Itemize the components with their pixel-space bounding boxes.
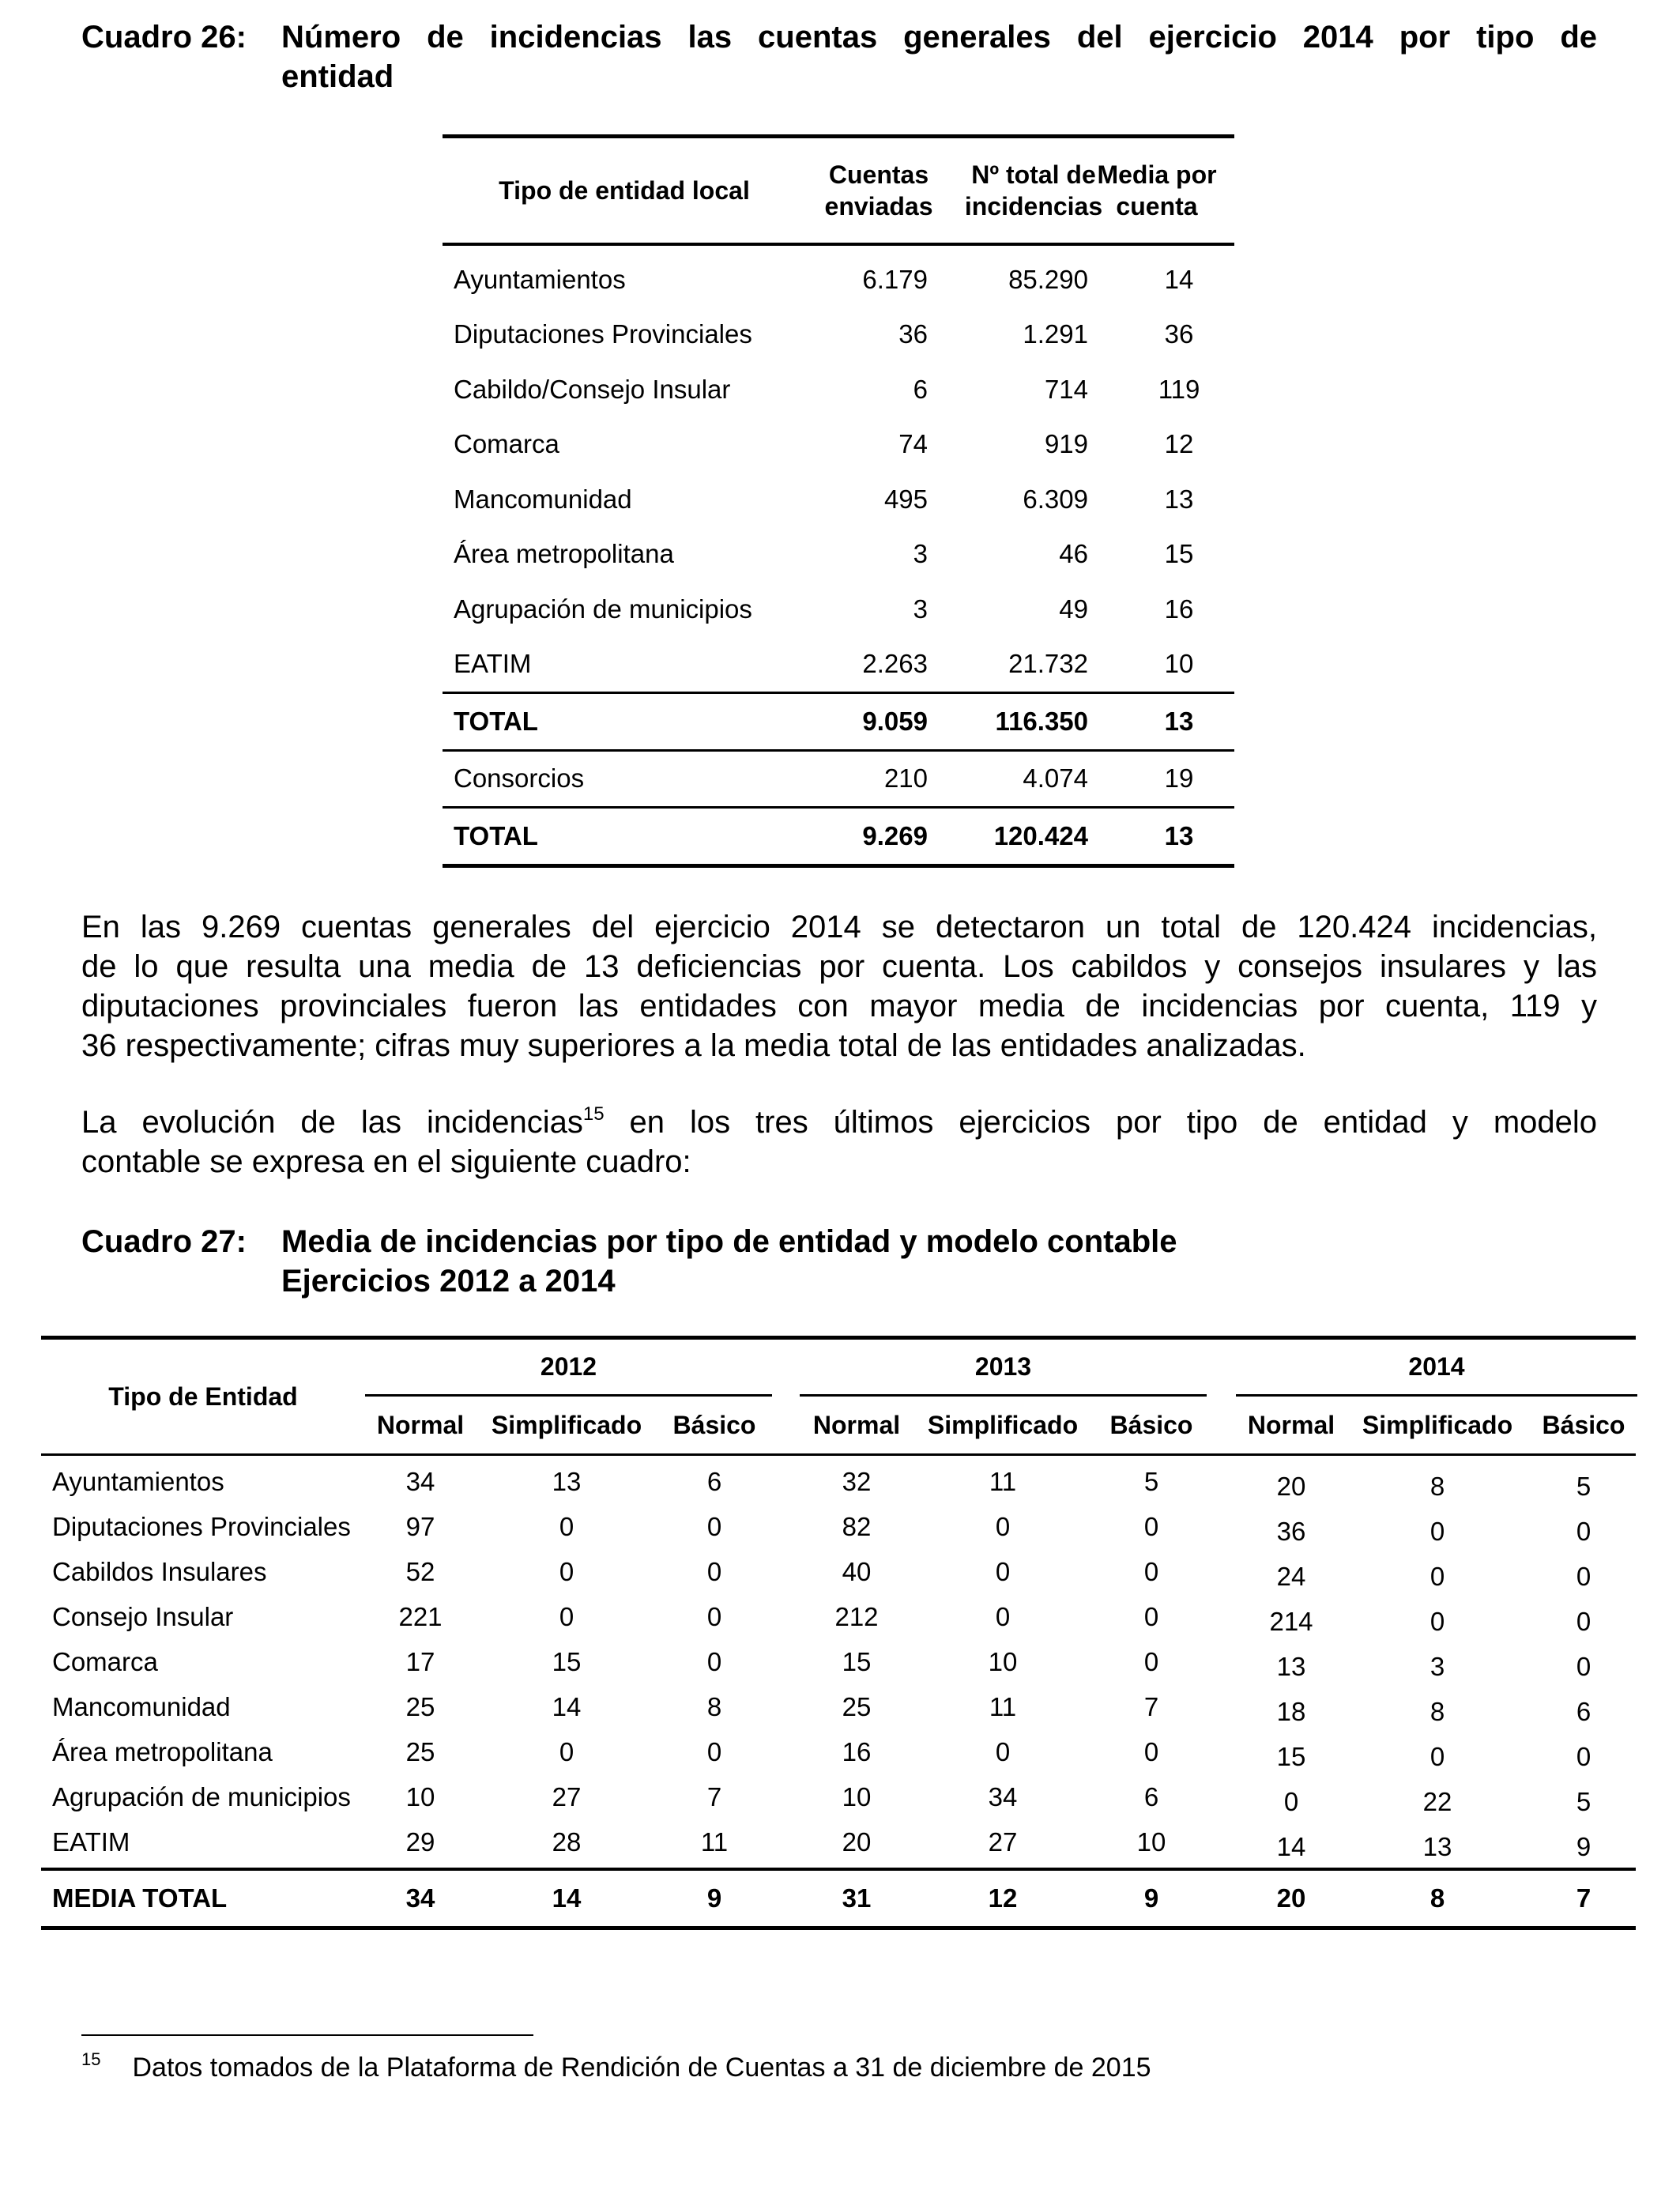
cell-value: 24	[1276, 1561, 1306, 1591]
cell-incidents: 21.732	[1008, 649, 1088, 679]
cell-value: 82	[842, 1511, 872, 1541]
cell-value: 7	[1576, 1883, 1591, 1913]
cuadro-26-table	[443, 134, 1234, 868]
table-row	[41, 1549, 1636, 1594]
cuadro-26-body	[443, 252, 1234, 692]
cell-avg: 36	[1164, 319, 1194, 349]
sub-header: Básico	[1109, 1410, 1193, 1439]
cell-value: 0	[1430, 1741, 1445, 1771]
cuadro-26-total-row: TOTAL 9.269 120.424 13	[443, 806, 1234, 868]
cell-value: 7	[1143, 1691, 1159, 1721]
cell-entity: Comarca	[52, 1646, 158, 1676]
cell-value: 11	[989, 1691, 1017, 1721]
cell-value: 34	[405, 1883, 435, 1913]
cell-value: 16	[842, 1736, 872, 1766]
cell-value: 0	[995, 1736, 1011, 1766]
cell-value: 0	[706, 1736, 722, 1766]
cell-value: 27	[988, 1826, 1018, 1857]
cell-entity: Agrupación de municipios	[454, 594, 752, 624]
cell-entity: Área metropolitana	[52, 1736, 273, 1766]
cell-value: 52	[405, 1556, 435, 1586]
cell-value: 0	[1143, 1736, 1159, 1766]
cell-value: 18	[1276, 1696, 1306, 1726]
cell-value: 0	[1143, 1511, 1159, 1541]
cuadro-26-label: Cuadro 26:	[81, 20, 247, 55]
cell-incidents: 6.309	[1023, 484, 1088, 514]
cell-value: 0	[706, 1646, 722, 1676]
cell-value: 0	[1430, 1606, 1445, 1636]
cell-value: 31	[842, 1883, 872, 1913]
cuadro-27-table	[41, 1336, 1636, 1930]
cell-value: 8	[1430, 1471, 1445, 1501]
cell-value: 36	[1276, 1516, 1306, 1546]
cell-avg: 14	[1164, 264, 1194, 294]
cell-entity: Comarca	[454, 429, 559, 459]
cuadro-26-title-line2: entidad	[281, 59, 394, 94]
cell-value: 8	[706, 1691, 722, 1721]
cell-entity: Consejo Insular	[52, 1601, 234, 1631]
cell-value: 7	[706, 1781, 722, 1811]
footnote-text: Datos tomados de la Plataforma de Rendición de Cuentas a 31 de diciembre de 2015	[132, 2053, 1151, 2083]
cell-value: 3	[1430, 1651, 1445, 1681]
cell-value: 0	[1143, 1556, 1159, 1586]
cell-value: 97	[405, 1511, 435, 1541]
cell-value: 29	[405, 1826, 435, 1857]
cell-incidents: 49	[1059, 594, 1088, 624]
cell-value: 17	[405, 1646, 435, 1676]
cell-sent: 6	[913, 374, 928, 404]
sub-header: Básico	[1542, 1410, 1625, 1439]
cell-value: 0	[1143, 1601, 1159, 1631]
cell-value: 5	[1576, 1786, 1591, 1816]
sub-header: Simplificado	[1362, 1410, 1513, 1439]
cell-value: 6	[1576, 1696, 1591, 1726]
cell-value: 0	[559, 1511, 574, 1541]
cell-value: 14	[552, 1691, 582, 1721]
footnote-ref: 15	[582, 1103, 605, 1125]
cuadro-27-label: Cuadro 27:	[81, 1224, 247, 1259]
sub-header: Simplificado	[491, 1410, 642, 1439]
cell-avg: 12	[1164, 429, 1194, 459]
cuadro-27-total-row	[41, 1868, 1636, 1930]
sub-header: Normal	[812, 1410, 901, 1439]
cell-value: 12	[988, 1883, 1018, 1913]
table-row	[41, 1504, 1636, 1549]
cell-incidents: 85.290	[1008, 264, 1088, 294]
cell-value: 0	[1430, 1516, 1445, 1546]
cell-value: 14	[552, 1883, 582, 1913]
footnote	[81, 2050, 1151, 2085]
cell-value: 8	[1430, 1696, 1445, 1726]
cell-value: 10	[988, 1646, 1018, 1676]
cell-incidents: 714	[1044, 374, 1088, 404]
table-row	[443, 582, 1234, 637]
cell-entity: Ayuntamientos	[454, 264, 626, 294]
cell-value: 34	[988, 1781, 1018, 1811]
cell-value: 0	[706, 1601, 722, 1631]
cuadro-26-caption	[81, 17, 1597, 96]
cell-value: 0	[1283, 1786, 1299, 1816]
cell-value: 0	[1143, 1646, 1159, 1676]
cell-sent: 74	[898, 429, 928, 459]
cell-value: 25	[405, 1736, 435, 1766]
cell-value: 0	[559, 1601, 574, 1631]
cell-value: 13	[1422, 1831, 1452, 1861]
cuadro-27-title-line2: Ejercicios 2012 a 2014	[281, 1264, 616, 1299]
cell-value: 0	[995, 1511, 1011, 1541]
cell-value: 15	[552, 1646, 582, 1676]
cell-value: 6	[706, 1466, 722, 1496]
cell-sent: 2.263	[862, 649, 928, 679]
cell-value: 0	[1576, 1651, 1591, 1681]
cell-sent: 6.179	[862, 264, 928, 294]
cell-value: 20	[842, 1826, 872, 1857]
paragraph-2: La evolución de las incidencias$^{15}$ en los tres últimos ejercicios por tipo de entidad y modelo contable se expresa en el siguiente cuadro:	[81, 1103, 1598, 1179]
year-header-2014: 2014	[1236, 1340, 1637, 1397]
cell-value: 20	[1276, 1883, 1306, 1913]
table-row	[41, 1459, 1636, 1504]
cell-value: 5	[1576, 1471, 1591, 1501]
cell-value: 0	[1576, 1516, 1591, 1546]
cell-value: 9	[706, 1883, 722, 1913]
cell-value: 10	[405, 1781, 435, 1811]
cell-value: 0	[995, 1556, 1011, 1586]
cell-value: 0	[706, 1511, 722, 1541]
table-row	[41, 1594, 1636, 1639]
year-header-2013: 2013	[800, 1340, 1207, 1397]
cell-avg: 15	[1164, 539, 1194, 569]
table-row	[41, 1729, 1636, 1774]
table-row	[443, 527, 1234, 582]
cell-entity: Diputaciones Provinciales	[52, 1511, 351, 1541]
cell-entity: Diputaciones Provinciales	[454, 319, 752, 349]
cell-incidents: 1.291	[1023, 319, 1088, 349]
cell-value: 40	[842, 1556, 872, 1586]
header-tipo-entidad: Tipo de Entidad	[108, 1382, 298, 1411]
table-row	[41, 1819, 1636, 1864]
table-row	[41, 1774, 1636, 1819]
cell-value: 13	[1276, 1651, 1306, 1681]
cuadro-27-caption	[81, 1222, 1597, 1301]
cell-entity: Cabildos Insulares	[52, 1556, 267, 1586]
table-row	[443, 637, 1234, 692]
table-row	[443, 417, 1234, 473]
cell-value: 20	[1276, 1471, 1306, 1501]
cell-value: 0	[706, 1556, 722, 1586]
cell-value: 27	[552, 1781, 582, 1811]
cell-entity: EATIM	[454, 649, 532, 679]
cell-entity: Ayuntamientos	[52, 1466, 224, 1496]
cell-avg: 13	[1164, 484, 1194, 514]
cuadro-26-consorcios-row: Consorcios 210 4.074 19	[443, 749, 1234, 807]
cell-value: 221	[398, 1601, 443, 1631]
cell-value: 5	[1143, 1466, 1159, 1496]
cell-value: 6	[1143, 1781, 1159, 1811]
cell-sent: 36	[898, 319, 928, 349]
cell-avg: 16	[1164, 594, 1194, 624]
cell-value: 15	[1276, 1741, 1306, 1771]
paragraph-1: En las 9.269 cuentas generales del ejercicio 2014 se detectaron un total de 120.424 incidencias, de lo que resulta una media de 13 deficiencias por cuenta. Los cabildos y consejos insulares y las diputaciones provinciales fueron las entidades con mayor media de incidencias por cuenta, 119 y 36 respectivamente; cifras muy superiores a la media total de las entidades analizadas.	[81, 910, 1597, 1063]
cell-value: 214	[1269, 1606, 1313, 1636]
cell-sent: 495	[883, 484, 928, 514]
cell-value: 0	[1576, 1741, 1591, 1771]
cell-sent: 3	[913, 594, 928, 624]
cell-value: 32	[842, 1466, 872, 1496]
cell-value: 14	[1276, 1831, 1306, 1861]
cell-avg: 119	[1158, 374, 1200, 404]
cell-value: 9	[1143, 1883, 1159, 1913]
cell-value: 10	[842, 1781, 872, 1811]
cell-value: 0	[559, 1556, 574, 1586]
cell-value: 22	[1422, 1786, 1452, 1816]
cell-value: 28	[552, 1826, 582, 1857]
cuadro-27-body	[41, 1456, 1636, 1868]
cell-value: 11	[989, 1466, 1017, 1496]
cell-sent: 3	[913, 539, 928, 569]
cell-incidents: 919	[1044, 429, 1088, 459]
cell-value: 15	[842, 1646, 872, 1676]
header-avg: Media por cuenta	[1097, 160, 1217, 221]
cell-entity: MEDIA TOTAL	[52, 1883, 228, 1913]
cell-entity: Mancomunidad	[454, 484, 632, 514]
year-header-2012: 2012	[365, 1340, 772, 1397]
header-incidents: Nº total de incidencias	[964, 160, 1103, 221]
cell-value: 212	[834, 1601, 879, 1631]
cell-value: 13	[552, 1466, 582, 1496]
cell-value: 0	[559, 1736, 574, 1766]
cuadro-27-title-line1: Media de incidencias por tipo de entidad y modelo contable	[281, 1224, 1177, 1259]
cell-value: 0	[995, 1601, 1011, 1631]
cell-value: 8	[1430, 1883, 1445, 1913]
sub-header: Normal	[1247, 1410, 1335, 1439]
cell-value: 9	[1576, 1831, 1591, 1861]
header-entity: Tipo de entidad local	[499, 176, 750, 205]
sub-header: Normal	[376, 1410, 465, 1439]
cell-value: 25	[405, 1691, 435, 1721]
table-row	[41, 1639, 1636, 1684]
cell-value: 10	[1136, 1826, 1166, 1857]
cell-entity: Mancomunidad	[52, 1691, 231, 1721]
cell-entity: EATIM	[52, 1826, 130, 1857]
cell-entity: Área metropolitana	[454, 539, 674, 569]
cell-value: 34	[405, 1466, 435, 1496]
sub-header: Básico	[672, 1410, 756, 1439]
table-row	[443, 252, 1234, 307]
cell-value: 11	[700, 1826, 729, 1857]
header-sent: Cuentas enviadas	[824, 160, 933, 221]
cell-value: 0	[1576, 1606, 1591, 1636]
footnote-number: 15	[81, 2049, 101, 2069]
table-row	[443, 472, 1234, 527]
footnote-separator	[81, 2034, 533, 2036]
cell-entity: Cabildo/Consejo Insular	[454, 374, 731, 404]
table-row	[443, 307, 1234, 363]
cuadro-26-subtotal-row: TOTAL 9.059 116.350 13	[443, 692, 1234, 749]
table-row	[41, 1684, 1636, 1729]
cell-avg: 10	[1164, 649, 1194, 679]
cuadro-26-header	[443, 138, 1234, 246]
cell-value: 0	[1576, 1561, 1591, 1591]
sub-header: Simplificado	[927, 1410, 1079, 1439]
cell-incidents: 46	[1059, 539, 1088, 569]
cell-value: 25	[842, 1691, 872, 1721]
cuadro-26-title-line1: Número de incidencias las cuentas generales del ejercicio 2014 por tipo de	[281, 20, 1597, 55]
cell-value: 0	[1430, 1561, 1445, 1591]
table-row	[443, 362, 1234, 417]
cell-entity: Agrupación de municipios	[52, 1781, 351, 1811]
